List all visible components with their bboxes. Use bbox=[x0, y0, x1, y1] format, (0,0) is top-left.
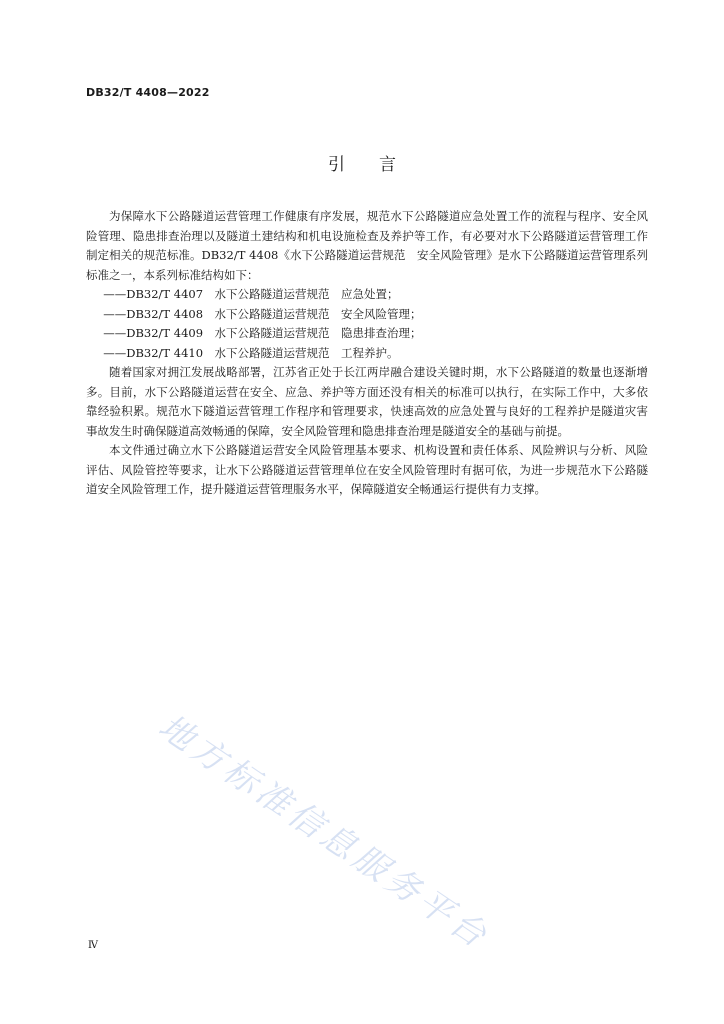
watermark: 地方标准信息服务平台 bbox=[151, 706, 497, 958]
page-number: Ⅳ bbox=[88, 940, 98, 951]
document-body bbox=[86, 207, 648, 500]
paragraph-intro: 为保障水下公路隧道运营管理工作健康有序发展，规范水下公路隧道应急处置工作的流程与程序、安全风险管理、隐患排查治理以及隧道土建结构和机电设施检查及养护等工作，有必要对水下公路隧道运营管理工作制定相关的规范标准。DB32/T 4408《水下公路隧道运营规范 安全风险管理》是水下公路隧道运营管理系列标准之一，本系列标准结构如下： bbox=[86, 209, 648, 282]
list-item: ——DB32/T 4409 水下公路隧道运营规范 隐患排查治理； bbox=[103, 326, 422, 340]
list-item: ——DB32/T 4408 水下公路隧道运营规范 安全风险管理； bbox=[103, 306, 422, 321]
list-item: ——DB32/T 4407 水下公路隧道运营规范 应急处置； bbox=[103, 287, 399, 301]
paragraph-purpose: 本文件通过确立水下公路隧道运营安全风险管理基本要求、机构设置和责任体系、风险辨识与分析、风险评估、风险管控等要求，让水下公路隧道运营管理单位在安全风险管理时有据可依，为进一步规范水下公路隧道安全风险管理工作，提升隧道运营管理服务水平，保障隧道安全畅通运行提供有力支撑。 bbox=[86, 443, 648, 496]
document-code: DB32/T 4408—2022 bbox=[86, 86, 210, 99]
page-title: 引言 bbox=[328, 155, 430, 175]
list-item: ——DB32/T 4410 水下公路隧道运营规范 工程养护。 bbox=[103, 345, 399, 360]
paragraph-background: 随着国家对拥江发展战略部署，江苏省正处于长江两岸融合建设关键时期，水下公路隧道的数量也逐渐增多。目前，水下公路隧道运营在安全、应急、养护等方面还没有相关的标准可以执行，在实际工作中，大多依靠经验积累。规范水下隧道运营管理工作程序和管理要求，快速高效的应急处置与良好的工程养护是隧道灾害事故发生时确保隧道高效畅通的保障，安全风险管理和隐患排查治理是隧道安全的基础与前提。 bbox=[86, 365, 648, 438]
